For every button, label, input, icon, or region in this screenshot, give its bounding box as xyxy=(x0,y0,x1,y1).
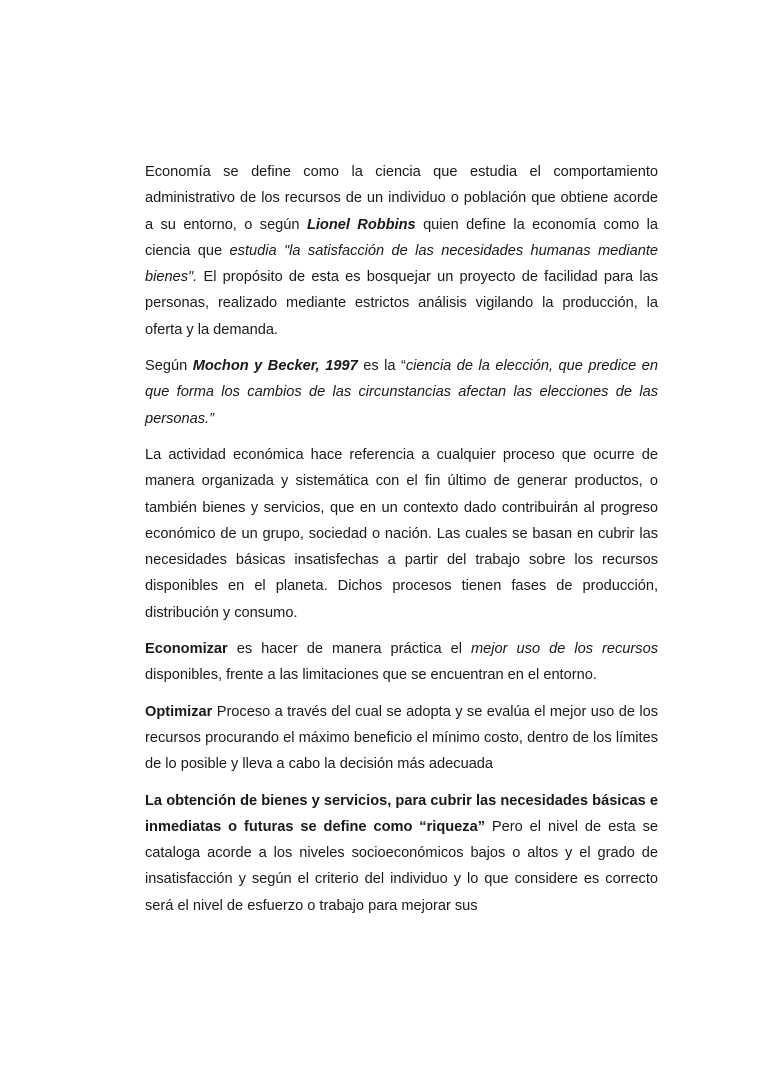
paragraph-optimizar xyxy=(145,699,658,778)
paragraph-actividad-economica xyxy=(145,442,658,626)
author-name-robbins: Lionel Robbins xyxy=(306,216,416,233)
text-run: quien define la economía como la ciencia que xyxy=(145,216,658,259)
author-name-mochon-becker: Mochon y Becker, 1997 xyxy=(192,358,358,375)
term-economizar: Economizar xyxy=(145,641,228,658)
emphasis-mejor-uso: mejor uso de los recursos xyxy=(471,641,658,658)
text-run: Según xyxy=(145,358,193,375)
text-run: La actividad económica hace referencia a cualquier proceso que ocurre de manera organizada y sistemática con el fin último de generar productos, o también bienes y servicios, que en un contexto dado contribuirán al progreso económico de un grupo, sociedad o nación. Las cuales se basan en cubrir las necesidades básicas insatisfechas a partir del trabajo sobre los recursos disponibles en el planeta. Dichos procesos tienen fases de producción, distribución y consumo. xyxy=(145,446,658,621)
paragraph-economizar xyxy=(145,636,658,689)
term-optimizar: Optimizar xyxy=(145,703,213,720)
quote-robbins: estudia "la satisfacción de las necesidades humanas mediante bienes". xyxy=(145,242,658,286)
paragraph-mochon-becker xyxy=(145,353,658,432)
text-run: Economía se define como la ciencia que estudia el comportamiento administrativo de los recursos de un individuo o población que obtiene acorde a su entorno, o según xyxy=(145,164,658,233)
text-run: disponibles, frente a las limitaciones que se encuentran en el entorno. xyxy=(145,667,597,684)
text-run: Proceso a través del cual se adopta y se evalúa el mejor uso de los recursos procurando el máximo beneficio el mínimo costo, dentro de los límites de lo posible y lleva a cabo la decisión más adecuada xyxy=(145,703,658,773)
quote-mochon-becker: ciencia de la elección, que predice en que forma los cambios de las circunstancias afectan las elecciones de las personas.” xyxy=(145,358,658,427)
document-body xyxy=(145,159,658,919)
term-riqueza: La obtención de bienes y servicios, para cubrir las necesidades básicas e inmediatas o futuras se define como “riqueza” xyxy=(145,792,658,835)
text-run: El propósito de esta es bosquejar un proyecto de facilidad para las personas, realizado mediante estrictos análisis vigilando la producción, la oferta y la demanda. xyxy=(145,269,658,338)
paragraph-economia xyxy=(145,159,658,343)
paragraph-riqueza xyxy=(145,788,658,919)
text-run: es la “ xyxy=(357,358,406,375)
text-run: Pero el nivel de esta se cataloga acorde a los niveles socioeconómicos bajos o altos y el grado de insatisfacción y según el criterio del individuo y lo que considere es correcto será el nivel de esfuerzo o trabajo para mejorar sus xyxy=(145,818,658,914)
text-run: es hacer de manera práctica el xyxy=(227,641,472,658)
